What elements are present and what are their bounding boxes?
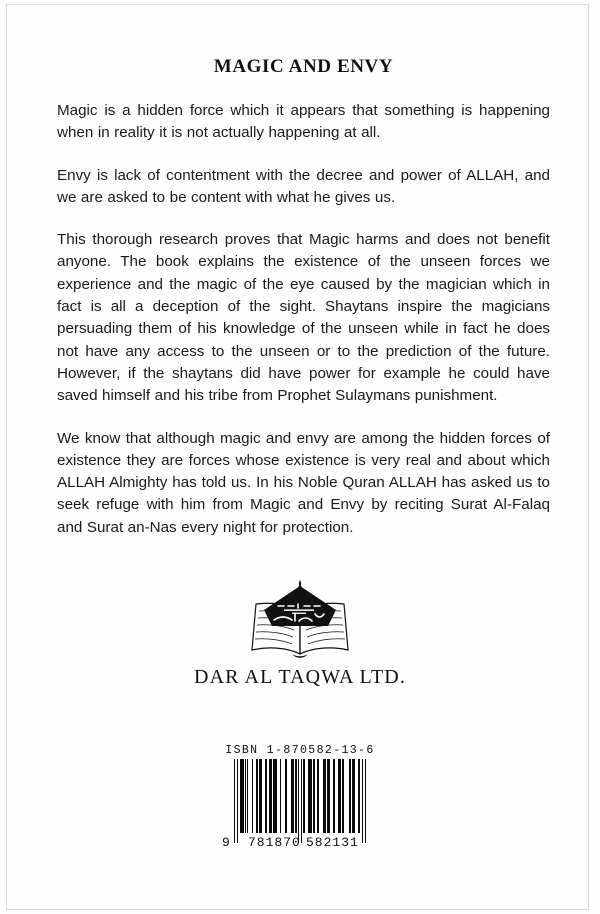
barcode-bar bbox=[280, 759, 281, 833]
barcode-bar bbox=[313, 759, 314, 833]
barcode-bar bbox=[353, 759, 354, 833]
barcode-bar bbox=[242, 759, 243, 833]
barcode-bar bbox=[298, 759, 299, 843]
paragraph-4: We know that although magic and envy are among the hidden forces of existence they are forces whose existence is very real and about which ALLAH Almighty has told us. In his Noble Quran ALLAH has asked us to seek refuge with him from Magic and Envy by reciting Surat Al-Falaq and Surat an-Nas every night for protection. bbox=[57, 429, 550, 536]
barcode-bar bbox=[301, 759, 302, 843]
paragraph-3: This thorough research proves that Magic harms and does not benefit anyone. The book explains the existence of the unseen forces we experience and the magic of the eye caused by the magician which in fact is all a deception of the sight. Shaytans inspire the magicians persuading them of his knowledge of the unseen while in fact he does not have any access to the unseen or to the prediction of the future. However, if the shaytans did have power for example he could have saved himself and his tribe from Prophet Sulaymans punishment. bbox=[57, 231, 550, 405]
barcode-bar bbox=[234, 759, 235, 843]
cover-text-block bbox=[57, 0, 550, 539]
barcode-bar bbox=[340, 759, 341, 833]
barcode-bar bbox=[310, 759, 311, 833]
barcode-bar bbox=[237, 759, 238, 843]
publisher-name: DAR AL TAQWA LTD. bbox=[194, 666, 406, 688]
ean-left-group: 781870 bbox=[248, 835, 301, 850]
paragraph-2: Envy is lack of contentment with the decree and power of ALLAH, and we are asked to be content with what he gives us. bbox=[57, 166, 550, 206]
barcode-bar bbox=[270, 759, 271, 833]
barcode-bar bbox=[342, 759, 343, 833]
page-edge-bottom bbox=[6, 909, 589, 910]
barcode-bar bbox=[276, 759, 277, 833]
barcode-bar bbox=[303, 759, 304, 833]
page-title: MAGIC AND ENVY bbox=[213, 56, 394, 77]
barcode-bar bbox=[328, 759, 329, 833]
barcode-bar bbox=[324, 759, 325, 833]
blurb-body bbox=[57, 78, 550, 539]
barcode-bar bbox=[334, 759, 335, 833]
barcode-bar bbox=[362, 759, 363, 843]
barcode-bar bbox=[292, 759, 293, 833]
barcode-bar bbox=[365, 759, 366, 843]
barcode-block bbox=[0, 744, 600, 851]
dar-al-taqwa-book-logo bbox=[248, 580, 352, 658]
ean-lead-digit: 9 bbox=[222, 835, 231, 850]
barcode-bar bbox=[295, 759, 296, 833]
publisher-logo bbox=[248, 580, 352, 658]
barcode-bar bbox=[349, 759, 350, 833]
isbn-label: ISBN 1-870582-13-6 bbox=[225, 744, 375, 757]
barcode-bar bbox=[317, 759, 318, 833]
ean13-barcode bbox=[222, 759, 366, 851]
barcode-digits bbox=[222, 835, 366, 851]
barcode-bar bbox=[285, 759, 286, 833]
ean-right-group: 582131 bbox=[306, 835, 359, 850]
barcode-bar bbox=[247, 759, 248, 833]
barcode-bar bbox=[256, 759, 257, 833]
barcode-bar bbox=[252, 759, 253, 833]
publisher-block bbox=[0, 580, 600, 689]
barcode-bar bbox=[260, 759, 261, 833]
barcode-bar bbox=[266, 759, 267, 833]
barcode-bar bbox=[359, 759, 360, 833]
barcode-bars bbox=[234, 759, 366, 843]
paragraph-1: Magic is a hidden force which it appears that something is happening when in reality it is not actually happening at all. bbox=[57, 102, 550, 142]
